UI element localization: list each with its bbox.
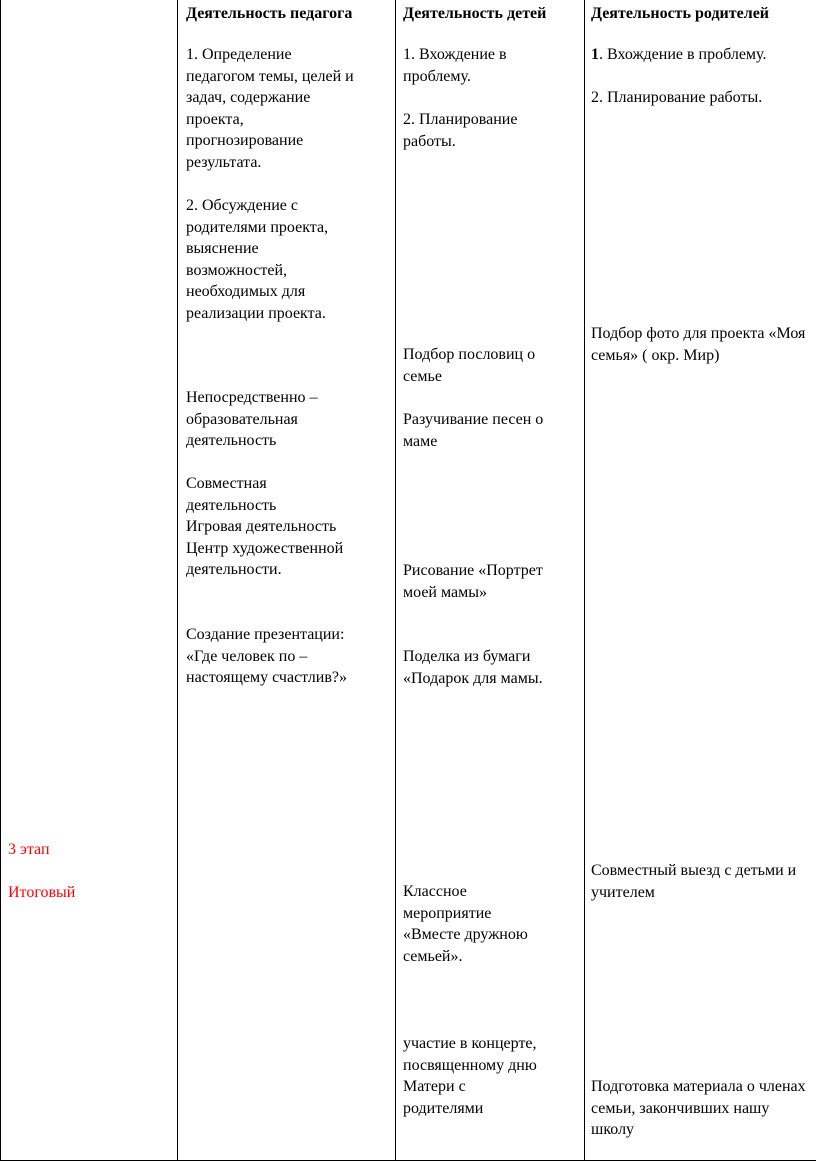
header-parents: Деятельность родителей (591, 5, 770, 22)
children-item-1: 1. Вхождение в проблему. (403, 46, 507, 85)
teacher-item-5: Создание презентации: «Где человек по – настоящему счастлив?» (186, 626, 347, 687)
teacher-item-2: 2. Обсуждение с родителями проекта, выяснение возможностей, необходимых для реализации проекта. (186, 197, 329, 322)
table-border-left (0, 0, 1, 1161)
stage-label-line2: Итоговый (8, 883, 76, 901)
parents-item-1-text: . Вхождение в проблему. (599, 46, 767, 63)
children-item-2: 2. Планирование работы. (403, 111, 518, 150)
header-children: Деятельность детей (403, 5, 547, 22)
stage-label (8, 817, 168, 903)
teacher-item-3: Непосредственно – образовательная деятельность (186, 389, 318, 450)
children-item-8: участие в концерте, посвященному дню Матери с родителями (403, 1035, 537, 1117)
parents-item-1 (591, 44, 816, 66)
stage-label-line1: 3 этап (8, 840, 50, 858)
teacher-item-4: Совместная деятельность Игровая деятельность Центр художественной деятельности. (186, 475, 344, 579)
children-item-4: Разучивание песен о маме (403, 411, 544, 450)
parents-item-4: Совместный выезд с детьми и учителем (591, 862, 797, 901)
children-item-6: Поделка из бумаги «Подарок для мамы. (403, 648, 543, 687)
column-divider-2 (395, 0, 396, 1161)
teacher-item-1: 1. Определение педагогом темы, целей и задач, содержание проекта, прогнозирование результата. (186, 46, 354, 171)
header-teacher: Деятельность педагога (186, 5, 353, 22)
children-item-3: Подбор пословиц о семье (403, 346, 536, 385)
parents-column (585, 0, 816, 1163)
children-item-7: Классное мероприятие «Вместе дружною семьей». (403, 883, 528, 965)
children-item-5: Рисование «Портрет моей мамы» (403, 562, 543, 601)
parents-item-5: Подготовка материала о членах семьи, закончивших нашу школу (591, 1078, 806, 1139)
parents-item-2: 2. Планирование работы. (591, 89, 763, 106)
parents-item-1-number: 1 (591, 46, 599, 63)
parents-item-3: Подбор фото для проекта «Моя семья» ( окр. Мир) (591, 325, 806, 364)
column-divider-1 (177, 0, 178, 1161)
